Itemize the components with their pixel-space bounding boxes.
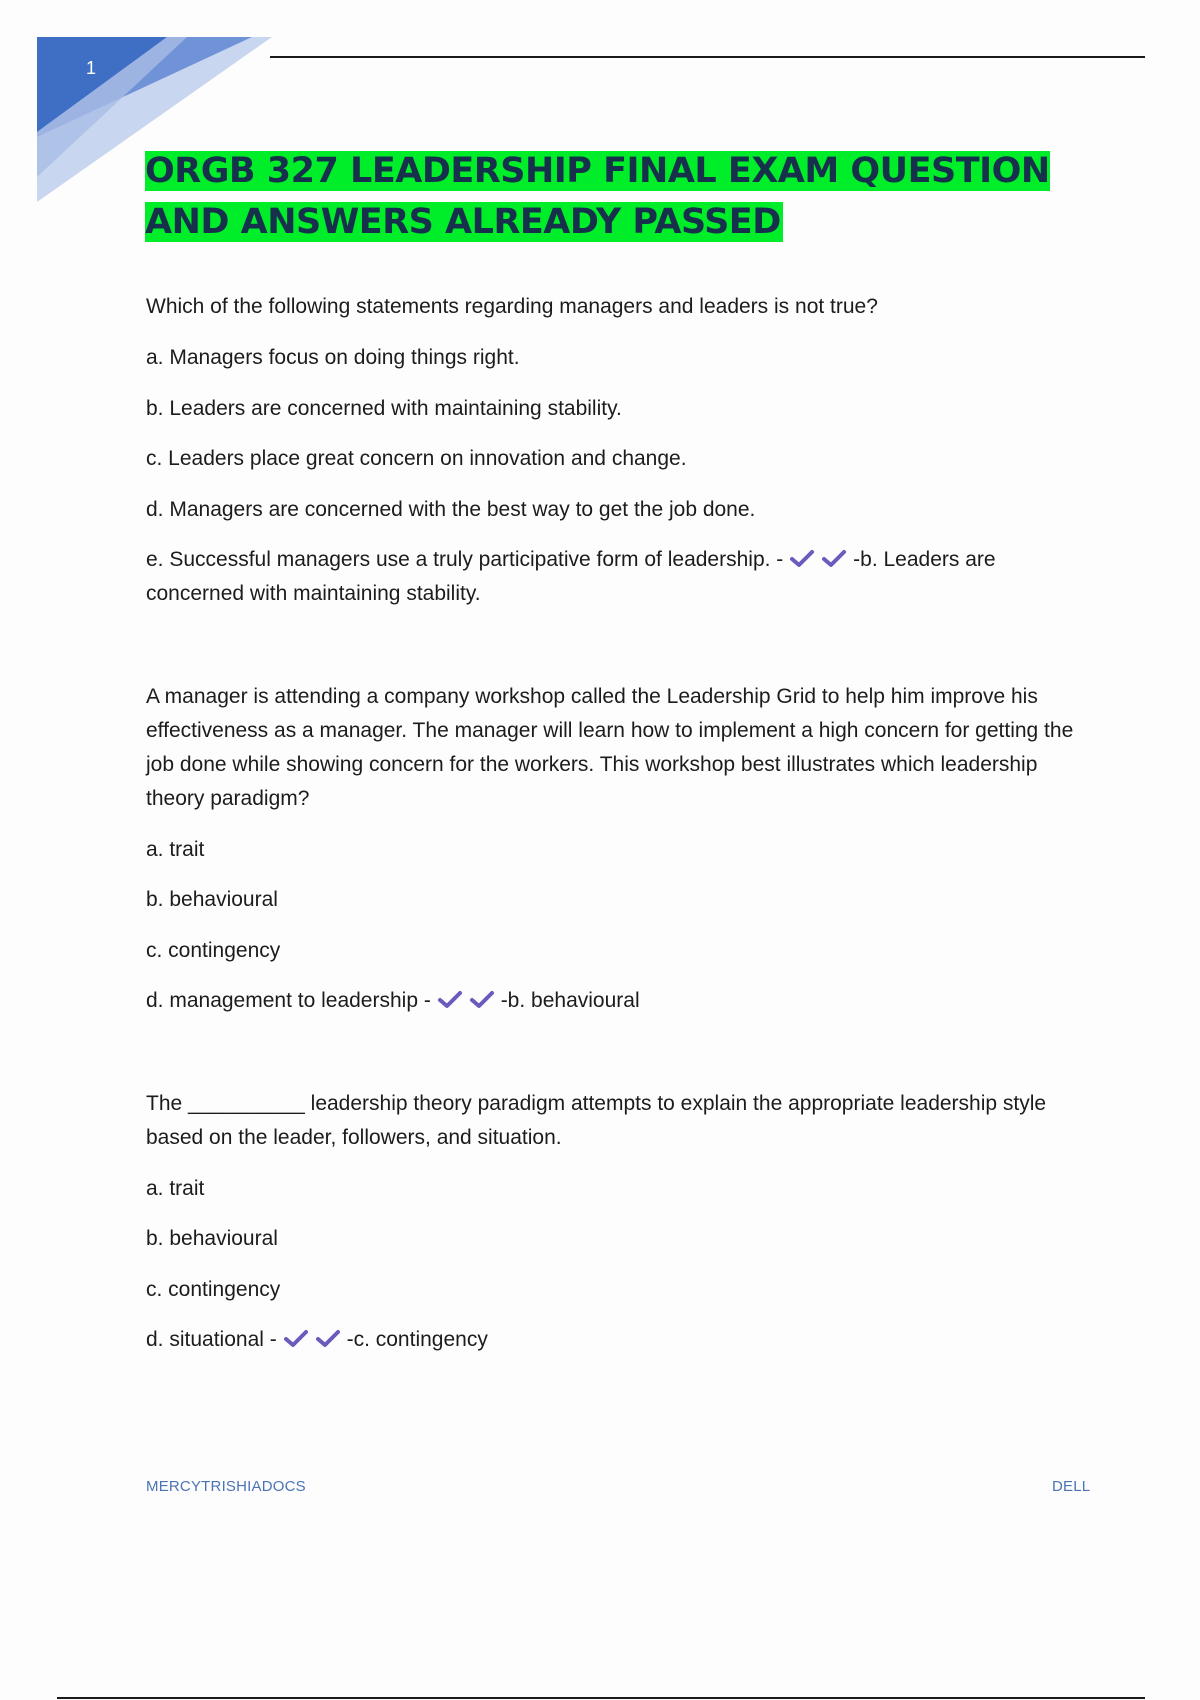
option-with-answer <box>146 984 1096 1018</box>
option: d. Managers are concerned with the best way to get the job done. <box>146 497 756 521</box>
option: a. trait <box>146 837 205 861</box>
footer-author: MERCYTRISHIADOCS <box>146 1478 306 1495</box>
answer-text: -b. behavioural <box>500 989 640 1012</box>
answer-text: -b. Leaders are concerned with maintaining stability. <box>146 548 996 605</box>
question-text: Which of the following statements regarding managers and leaders is not true? <box>146 295 878 318</box>
option: e. Successful managers use a truly participative form of leadership. - <box>146 548 784 571</box>
question-text: A manager is attending a company workshop called the Leadership Grid to help him improve his effectiveness as a manager. The manager will learn how to implement a high concern for getting the job done while showing concern for the workers. This workshop best illustrates which leadership theory paradigm? <box>146 684 1074 810</box>
option: b. behavioural <box>146 1227 278 1250</box>
option: a. Managers focus on doing things right. <box>146 346 520 369</box>
option: c. Leaders place great concern on innovation and change. <box>146 447 687 470</box>
option: c. contingency <box>146 938 281 962</box>
answer-text: -c. contingency <box>346 1328 488 1351</box>
option: d. management to leadership - <box>146 989 431 1012</box>
option: b. Leaders are concerned with maintaining stability. <box>146 396 622 420</box>
check-icon <box>469 990 495 1010</box>
questions-container <box>146 290 1096 1374</box>
option-with-answer <box>146 543 1096 611</box>
check-icon <box>315 1329 341 1349</box>
option: a. trait <box>146 1176 205 1200</box>
document-title: ORGB 327 LEADERSHIP FINAL EXAM QUESTION AND ANSWERS ALREADY PASSED <box>145 151 1050 242</box>
header-rule <box>270 56 1145 58</box>
option: d. situational - <box>146 1328 277 1351</box>
page-number: 1 <box>85 58 96 78</box>
question-text: The __________ leadership theory paradigm attempts to explain the appropriate leadership style based on the leader, followers, and situation. <box>146 1091 1047 1149</box>
option: b. behavioural <box>146 888 278 911</box>
check-icon <box>437 990 463 1010</box>
option: c. contingency <box>146 1277 281 1301</box>
check-icon <box>283 1329 309 1349</box>
footer-rule <box>57 1697 1145 1699</box>
check-icon <box>789 549 815 569</box>
option-with-answer <box>146 1323 1096 1357</box>
footer-label: DELL <box>1052 1478 1091 1495</box>
check-icon <box>821 549 847 569</box>
